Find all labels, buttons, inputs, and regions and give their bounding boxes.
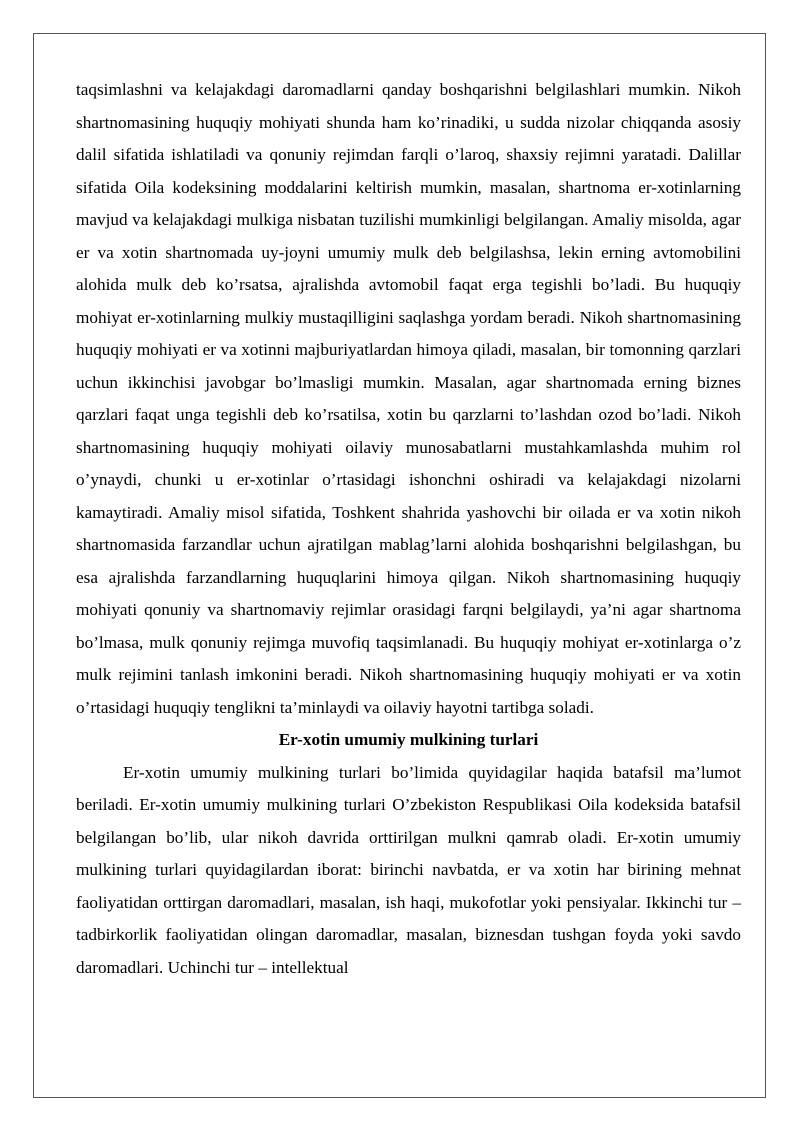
document-body — [76, 74, 741, 984]
section-heading: Er-xotin umumiy mulkining turlari — [278, 730, 539, 749]
body-paragraph: Er-xotin umumiy mulkining turlari bo’limida quyidagilar haqida batafsil ma’lumot beriladi. Er-xotin umumiy mulkining turlari O’zbekiston Respublikasi Oila kodeksida batafsil belgilangan bo’lib, ular nikoh davrida orttirilgan mulkni qamrab oladi. Er-xotin umumiy mulkining turlari quyidagilardan iborat: birinchi navbatda, er va xotin har birining mehnat faoliyatidan orttirgan daromadlari, masalan, ish haqi, mukofotlar yoki pensiyalar. Ikkinchi tur – tadbirkorlik faoliyatidan olingan daromadlar, masalan, biznesdan tushgan foyda yoki savdo daromadlari. Uchinchi tur – intellektual — [76, 762, 741, 977]
body-paragraph: taqsimlashni va kelajakdagi daromadlarni qanday boshqarishni belgilashlari mumkin. Nikoh shartnomasining huquqiy mohiyati shunda ham ko’rinadiki, u sudda nizolar chiqqanda asosiy dalil sifatida ishlatiladi va qonuniy rejimdan farqli o’laroq, shaxsiy rejimni yaratadi. Dalillar sifatida Oila kodeksining moddalarini keltirish mumkin, masalan, shartnoma er-xotinlarning mavjud va kelajakdagi mulkiga nisbatan tuzilishi mumkinligi belgilangan. Amaliy misolda, agar er va xotin shartnomada uy-joyni umumiy mulk deb belgilashsa, lekin erning avtomobilini alohida mulk deb ko’rsatsa, ajralishda avtomobil faqat erga tegishli bo’ladi. Bu huquqiy mohiyat er-xotinlarning mulkiy mustaqilligini saqlashga yordam beradi. Nikoh shartnomasining huquqiy mohiyati er va xotinni majburiyatlardan himoya qiladi, masalan, bir tomonning qarzlari uchun ikkinchisi javobgar bo’lmasligi mumkin. Masalan, agar shartnomada erning biznes qarzlari faqat unga tegishli deb ko’rsatilsa, xotin bu qarzlarni to’lashdan ozod bo’ladi. Nikoh shartnomasining huquqiy mohiyati oilaviy munosabatlarni mustahkamlashda muhim rol o’ynaydi, chunki u er-xotinlar o’rtasidagi ishonchni oshiradi va kelajakdagi nizolarni kamaytiradi. Amaliy misol sifatida, Toshkent shahrida yashovchi bir oilada er va xotin nikoh shartnomasida farzandlar uchun ajratilgan mablag’larni alohida boshqarishni belgilashgan, bu esa ajralishda farzandlarning huquqlarini himoya qilgan. Nikoh shartnomasining huquqiy mohiyati qonuniy va shartnomaviy rejimlar orasidagi farqni belgilaydi, ya’ni agar shartnoma bo’lmasa, mulk qonuniy rejimga muvofiq taqsimlanadi. Bu huquqiy mohiyat er-xotinlarga o’z mulk rejimini tanlash imkonini beradi. Nikoh shartnomasining huquqiy mohiyati er va xotin o’rtasidagi huquqiy tenglikni ta’minlaydi va oilaviy hayotni tartibga soladi. — [76, 80, 741, 717]
